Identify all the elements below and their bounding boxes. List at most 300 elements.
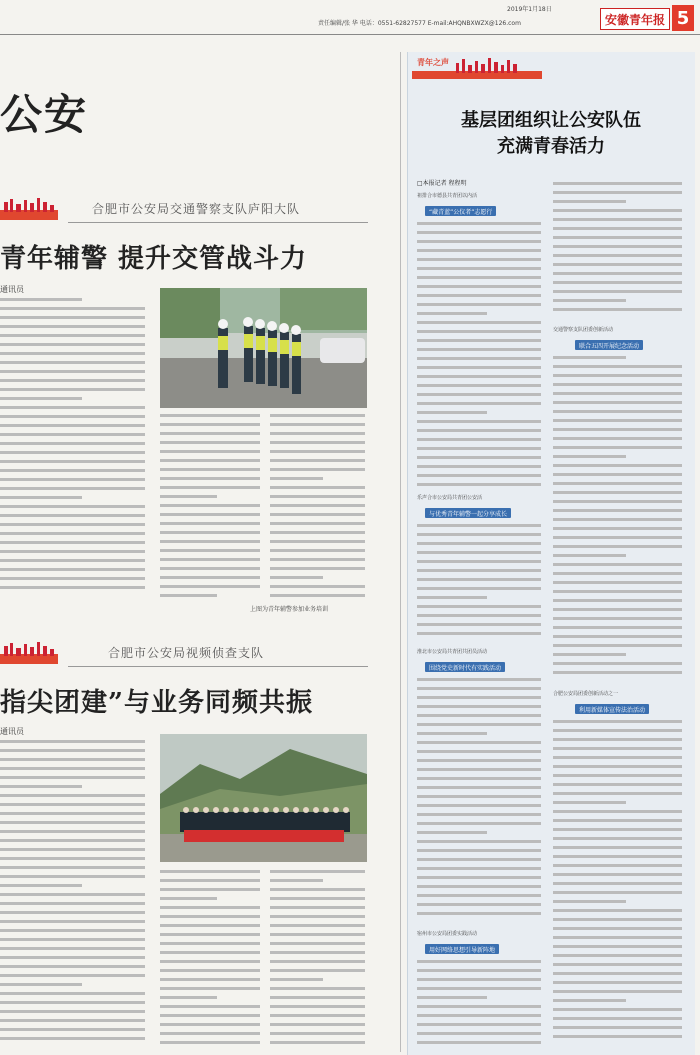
text-line	[417, 382, 545, 391]
text-line	[417, 355, 545, 364]
text-line	[270, 529, 368, 538]
text-line	[417, 391, 545, 400]
text-line	[160, 994, 264, 1003]
sidebar-topic-badge: 用好网络思想引导新阵地	[425, 944, 499, 954]
text-line	[0, 774, 150, 783]
text-line	[0, 1017, 150, 1026]
text-line	[160, 1030, 264, 1039]
text-line	[417, 766, 545, 775]
text-line	[553, 279, 687, 288]
header-rule	[0, 34, 700, 35]
text-line	[417, 958, 545, 967]
text-line	[417, 247, 545, 256]
text-line	[160, 493, 264, 502]
sidebar-topic-badge: 围绕党史新时代有实践活动	[425, 662, 505, 672]
sidebar-body	[553, 354, 687, 684]
text-line	[553, 835, 687, 844]
text-line	[0, 476, 150, 485]
text-line	[417, 901, 545, 910]
article-body-col1	[0, 738, 150, 1050]
text-line	[0, 575, 150, 584]
text-line	[553, 216, 687, 225]
text-line	[553, 772, 687, 781]
text-line	[553, 198, 687, 207]
text-line	[160, 448, 264, 457]
text-line	[160, 439, 264, 448]
sidebar-body	[553, 718, 687, 1050]
text-line	[160, 565, 264, 574]
text-line	[553, 862, 687, 871]
text-line	[553, 261, 687, 270]
text-line	[417, 802, 545, 811]
text-line	[553, 372, 687, 381]
text-line	[417, 567, 545, 576]
text-line	[553, 288, 687, 297]
text-line	[270, 466, 368, 475]
section-divider	[68, 222, 368, 223]
text-line	[160, 484, 264, 493]
text-line	[553, 853, 687, 862]
sidebar-byline: □本报记者 程程明	[417, 180, 467, 187]
text-line	[270, 430, 368, 439]
article-title: 指尖团建”与业务同频共振	[0, 688, 313, 718]
text-line	[417, 967, 545, 976]
text-line	[0, 927, 150, 936]
text-line	[417, 603, 545, 612]
sidebar-topic-badge: “藏青蓝”公仪者”志愿行	[425, 206, 496, 216]
text-line	[553, 534, 687, 543]
text-line	[417, 585, 545, 594]
text-line	[417, 310, 545, 319]
text-line	[417, 594, 545, 603]
text-line	[553, 390, 687, 399]
text-line	[270, 967, 368, 976]
text-line	[0, 873, 150, 882]
text-line	[417, 784, 545, 793]
traffic-police-photo	[160, 288, 367, 408]
text-line	[0, 314, 150, 323]
text-line	[417, 883, 545, 892]
text-line	[270, 448, 368, 457]
text-line	[270, 1012, 368, 1021]
text-line	[553, 1033, 687, 1042]
sidebar-subhead: 合肥公安局团委创新活动之一	[553, 691, 619, 697]
text-line	[553, 243, 687, 252]
text-line	[417, 712, 545, 721]
sidebar-body	[417, 522, 545, 642]
text-line	[0, 783, 150, 792]
article-body-col2	[160, 868, 264, 1048]
text-line	[553, 507, 687, 516]
text-line	[0, 756, 150, 765]
text-line	[270, 574, 368, 583]
text-line	[0, 386, 150, 395]
text-line	[160, 466, 264, 475]
text-line	[270, 958, 368, 967]
text-line	[417, 481, 545, 490]
text-line	[160, 868, 264, 877]
section-label: 合肥市公安局交通警察支队庐阳大队	[92, 202, 301, 216]
text-line	[160, 976, 264, 985]
text-line	[417, 739, 545, 748]
sidebar-topic-badge: 联合五四开展纪念活动	[575, 340, 643, 350]
text-line	[270, 592, 368, 601]
text-line	[270, 583, 368, 592]
article-body-col3	[270, 412, 368, 602]
text-line	[0, 819, 150, 828]
text-line	[553, 763, 687, 772]
text-line	[417, 540, 545, 549]
text-line	[553, 997, 687, 1006]
article-body-col2	[160, 412, 264, 602]
text-line	[0, 530, 150, 539]
text-line	[417, 874, 545, 883]
sidebar-subhead: 乐声合市公安局共青团公安活	[417, 495, 483, 501]
text-line	[417, 694, 545, 703]
text-line	[0, 810, 150, 819]
text-line	[0, 828, 150, 837]
text-line	[160, 931, 264, 940]
text-line	[553, 961, 687, 970]
text-line	[553, 889, 687, 898]
text-line	[0, 584, 150, 593]
text-line	[417, 238, 545, 247]
text-line	[0, 801, 150, 810]
text-line	[553, 979, 687, 988]
text-line	[553, 189, 687, 198]
text-line	[270, 985, 368, 994]
text-line	[417, 847, 545, 856]
text-line	[553, 898, 687, 907]
text-line	[553, 606, 687, 615]
text-line	[0, 296, 150, 305]
text-line	[553, 453, 687, 462]
text-line	[553, 270, 687, 279]
text-line	[0, 404, 150, 413]
text-line	[417, 292, 545, 301]
text-line	[160, 904, 264, 913]
text-line	[417, 337, 545, 346]
article-body-col1	[0, 296, 150, 596]
text-line	[160, 475, 264, 484]
text-line	[270, 940, 368, 949]
text-line	[0, 413, 150, 422]
text-line	[553, 907, 687, 916]
text-line	[0, 1008, 150, 1017]
text-line	[0, 377, 150, 386]
text-line	[0, 323, 150, 332]
text-line	[0, 458, 150, 467]
text-line	[160, 412, 264, 421]
text-line	[0, 368, 150, 377]
text-line	[270, 1030, 368, 1039]
text-line	[270, 904, 368, 913]
text-line	[417, 1012, 545, 1021]
text-line	[160, 430, 264, 439]
text-line	[553, 633, 687, 642]
text-line	[553, 516, 687, 525]
text-line	[0, 792, 150, 801]
text-line	[553, 880, 687, 889]
text-line	[0, 846, 150, 855]
text-line	[0, 422, 150, 431]
text-line	[417, 274, 545, 283]
text-line	[270, 520, 368, 529]
text-line	[0, 557, 150, 566]
sidebar-topic-badge: 利用新媒体宣传法治活动	[575, 704, 649, 714]
text-line	[417, 892, 545, 901]
text-line	[417, 531, 545, 540]
text-line	[0, 765, 150, 774]
text-line	[270, 949, 368, 958]
text-line	[553, 642, 687, 651]
text-line	[270, 886, 368, 895]
text-line	[160, 1003, 264, 1012]
text-line	[0, 855, 150, 864]
team-group-photo	[160, 734, 367, 862]
sidebar-body	[417, 220, 545, 490]
text-line	[270, 484, 368, 493]
text-line	[0, 990, 150, 999]
text-line	[160, 913, 264, 922]
text-line	[270, 565, 368, 574]
sidebar-title-line2: 充满青春活力	[497, 136, 605, 157]
text-line	[0, 494, 150, 503]
text-line	[417, 721, 545, 730]
text-line	[417, 472, 545, 481]
text-line	[553, 252, 687, 261]
text-line	[160, 421, 264, 430]
page-header	[0, 0, 700, 34]
text-line	[553, 925, 687, 934]
article-byline: 通讯员	[0, 727, 24, 736]
text-line	[417, 865, 545, 874]
text-line	[0, 1026, 150, 1035]
text-line	[417, 838, 545, 847]
text-line	[553, 799, 687, 808]
text-line	[0, 539, 150, 548]
text-line	[417, 748, 545, 757]
text-line	[417, 427, 545, 436]
page-headline: 公安	[0, 90, 89, 139]
text-line	[417, 328, 545, 337]
text-line	[553, 754, 687, 763]
text-line	[0, 864, 150, 873]
text-line	[417, 775, 545, 784]
text-line	[0, 341, 150, 350]
article-title: 青年辅警 提升交管战斗力	[0, 244, 308, 274]
text-line	[270, 475, 368, 484]
text-line	[417, 436, 545, 445]
sidebar-body	[553, 180, 687, 320]
text-line	[270, 976, 368, 985]
text-line	[0, 467, 150, 476]
text-line	[160, 502, 264, 511]
sidebar-title-line1: 基层团组织让公安队伍	[461, 110, 641, 131]
text-line	[417, 418, 545, 427]
text-line	[0, 918, 150, 927]
text-line	[553, 180, 687, 189]
text-line	[0, 891, 150, 900]
text-line	[553, 498, 687, 507]
text-line	[417, 445, 545, 454]
text-line	[553, 943, 687, 952]
text-line	[553, 844, 687, 853]
text-line	[553, 579, 687, 588]
text-line	[0, 503, 150, 512]
text-line	[160, 1021, 264, 1030]
column-divider	[400, 52, 401, 1052]
article-body-col3	[270, 868, 368, 1048]
text-line	[417, 1030, 545, 1039]
section-banner-icon	[0, 196, 58, 222]
text-line	[417, 685, 545, 694]
text-line	[270, 895, 368, 904]
text-line	[160, 895, 264, 904]
text-line	[417, 301, 545, 310]
text-line	[0, 512, 150, 521]
text-line	[417, 1021, 545, 1030]
text-line	[0, 332, 150, 341]
text-line	[553, 781, 687, 790]
text-line	[553, 297, 687, 306]
text-line	[553, 570, 687, 579]
sidebar-topic-badge: 与优秀青年辅警一起分享成长	[425, 508, 511, 518]
text-line	[270, 421, 368, 430]
text-line	[0, 963, 150, 972]
text-line	[270, 877, 368, 886]
text-line	[0, 305, 150, 314]
text-line	[160, 1039, 264, 1048]
text-line	[417, 364, 545, 373]
text-line	[270, 538, 368, 547]
text-line	[0, 431, 150, 440]
text-line	[553, 462, 687, 471]
text-line	[160, 583, 264, 592]
text-line	[270, 457, 368, 466]
photo-caption: 上图为青年辅警参加业务培训	[250, 606, 329, 613]
text-line	[417, 229, 545, 238]
text-line	[417, 985, 545, 994]
text-line	[553, 808, 687, 817]
text-line	[553, 561, 687, 570]
sidebar-subhead: 祖排合市德县共青团以内活	[417, 193, 478, 199]
newspaper-logo: 安徽青年报	[600, 8, 670, 30]
text-line	[553, 552, 687, 561]
text-line	[160, 1012, 264, 1021]
text-line	[417, 612, 545, 621]
text-line	[417, 346, 545, 355]
text-line	[160, 592, 264, 601]
text-line	[160, 574, 264, 583]
text-line	[0, 1035, 150, 1044]
text-line	[160, 886, 264, 895]
text-line	[0, 350, 150, 359]
text-line	[270, 922, 368, 931]
text-line	[270, 493, 368, 502]
section-divider	[68, 666, 368, 667]
text-line	[160, 511, 264, 520]
text-line	[553, 207, 687, 216]
text-line	[0, 954, 150, 963]
sidebar-body	[417, 958, 545, 1050]
text-line	[270, 994, 368, 1003]
text-line	[417, 522, 545, 531]
text-line	[553, 718, 687, 727]
text-line	[553, 1015, 687, 1024]
text-line	[270, 511, 368, 520]
text-line	[417, 976, 545, 985]
text-line	[553, 1006, 687, 1015]
text-line	[417, 910, 545, 919]
text-line	[553, 444, 687, 453]
text-line	[417, 811, 545, 820]
text-line	[270, 502, 368, 511]
text-line	[553, 615, 687, 624]
text-line	[553, 736, 687, 745]
sidebar-subhead: 宿州市公安局团委实践活动	[417, 931, 478, 937]
text-line	[160, 958, 264, 967]
text-line	[553, 525, 687, 534]
text-line	[0, 981, 150, 990]
text-line	[417, 1003, 545, 1012]
text-line	[417, 400, 545, 409]
text-line	[0, 440, 150, 449]
text-line	[553, 660, 687, 669]
text-line	[553, 916, 687, 925]
text-line	[417, 454, 545, 463]
text-line	[553, 934, 687, 943]
text-line	[417, 409, 545, 418]
article-byline: 通讯员	[0, 285, 24, 294]
text-line	[0, 738, 150, 747]
text-line	[270, 1039, 368, 1048]
text-line	[0, 521, 150, 530]
editor-contact: 责任编辑/张 华 电话：0551-62827577 E-mail:AHQNBXWZX@126.com	[318, 20, 521, 27]
text-line	[160, 547, 264, 556]
text-line	[0, 485, 150, 494]
text-line	[270, 412, 368, 421]
text-line	[553, 624, 687, 633]
text-line	[417, 558, 545, 567]
text-line	[160, 457, 264, 466]
text-line	[553, 417, 687, 426]
text-line	[417, 820, 545, 829]
text-line	[270, 931, 368, 940]
text-line	[553, 871, 687, 880]
text-line	[417, 463, 545, 472]
text-line	[270, 913, 368, 922]
text-line	[553, 1024, 687, 1033]
text-line	[553, 408, 687, 417]
text-line	[553, 435, 687, 444]
text-line	[417, 994, 545, 1003]
text-line	[0, 900, 150, 909]
text-line	[160, 967, 264, 976]
text-line	[0, 999, 150, 1008]
text-line	[553, 651, 687, 660]
text-line	[0, 837, 150, 846]
sidebar-subhead: 交通警察支队团委创新活动	[553, 327, 614, 333]
text-line	[0, 548, 150, 557]
text-line	[160, 520, 264, 529]
text-line	[417, 283, 545, 292]
section-label: 合肥市公安局视频侦查支队	[108, 646, 265, 660]
text-line	[160, 538, 264, 547]
text-line	[553, 306, 687, 315]
text-line	[553, 381, 687, 390]
text-line	[0, 566, 150, 575]
